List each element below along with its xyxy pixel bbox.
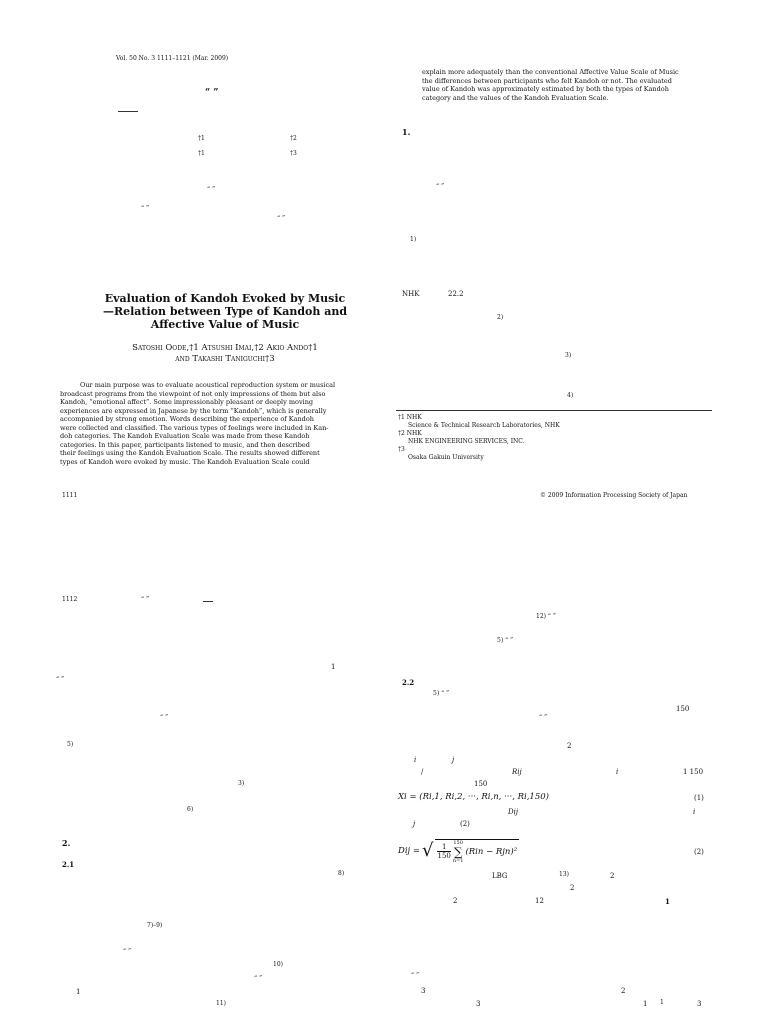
- japanese-quote: “ ”: [160, 714, 169, 721]
- subsection-heading: 2.1: [62, 860, 75, 869]
- affil-mark: †1: [198, 150, 205, 157]
- reference-mark: 7)–9): [147, 922, 163, 929]
- affil-mark: †2: [290, 135, 297, 142]
- abstract-line: experiences are expressed in Japanese by the term “Kandoh”, which is generally: [60, 406, 327, 415]
- japanese-quote: “ ”: [207, 186, 216, 193]
- fraction-numerator: 1: [437, 843, 450, 852]
- footnote-text: Science & Technical Research Laboratories, NHK: [408, 422, 560, 429]
- japanese-quote: “ ”: [254, 975, 263, 982]
- section-heading: 1.: [402, 127, 411, 137]
- abstract-line: doh categories. The Kandoh Evaluation Scale was made from these Kandoh: [60, 432, 310, 440]
- japanese-quote: “ ”: [411, 972, 420, 979]
- variable: i: [693, 808, 696, 816]
- japanese-quote: “ ”: [141, 205, 150, 212]
- numeral: 3: [697, 1000, 702, 1008]
- abstract-line: broadcast programs from the viewpoint of not only impressions of them but also: [60, 389, 326, 398]
- numeral: 1: [331, 663, 336, 671]
- reference-mark: 1): [410, 236, 417, 243]
- numeral: 2: [570, 884, 575, 892]
- footnotes: [398, 414, 708, 462]
- abstract-line: their feelings using the Kandoh Evaluation Scale. The results showed different: [60, 449, 320, 457]
- reference-mark: 4): [567, 392, 574, 399]
- japanese-quote: “ ”: [436, 183, 445, 190]
- title-dash: [118, 111, 138, 112]
- running-title-dash: [203, 601, 213, 602]
- reference-mark: 13): [559, 871, 569, 878]
- variable: j: [413, 820, 416, 828]
- footnote-mark: †2 NHK: [398, 430, 422, 437]
- title-line: Evaluation of Kandoh Evoked by Music: [104, 292, 346, 305]
- abstract: [60, 381, 382, 466]
- numeral: 1: [665, 897, 670, 906]
- sum-upper: 150: [453, 839, 463, 846]
- reference-quote: 5) “ ”: [433, 690, 450, 697]
- japanese-quote: “ ”: [539, 714, 548, 721]
- title-line: Affective Value of Music: [150, 318, 300, 331]
- sqrt-sign: √: [422, 840, 434, 861]
- numeral: 2: [567, 742, 572, 750]
- japanese-quote: “ ”: [123, 948, 132, 955]
- copyright: © 2009 Information Processing Society of Japan: [540, 492, 688, 499]
- journal-header: Vol. 50 No. 3 1111–1121 (Mar. 2009): [116, 55, 229, 62]
- reference-mark: 8): [338, 870, 345, 877]
- equation-1: Xi = (Ri,1, Ri,2, ···, Ri,n, ···, Ri,150): [398, 792, 549, 802]
- numeral: 1: [643, 1000, 648, 1008]
- abstract-line: explain more adequately than the conventional Affective Value Scale of Music: [422, 68, 679, 76]
- numeral: 2: [453, 897, 458, 905]
- reference-quote: 5) “ ”: [497, 637, 514, 644]
- variable: Rij: [512, 768, 522, 776]
- numeral: 2: [610, 872, 615, 880]
- abstract-continued: [422, 68, 712, 102]
- variable: Dij: [508, 808, 519, 816]
- japanese-title-quotes: “ ”: [205, 88, 219, 98]
- abstract-line: accompanied by strong emotion. Words describing the experience of Kandoh: [60, 415, 314, 423]
- section-heading: 2.: [62, 838, 71, 848]
- numeral: 2: [621, 987, 626, 995]
- abstract-line: categories. In this paper, participants listened to music, and then described: [60, 440, 310, 449]
- reference-mark: 3): [565, 352, 572, 359]
- abstract-line: category and the values of the Kandoh Evaluation Scale.: [422, 93, 609, 102]
- numeral: 1: [660, 999, 664, 1006]
- sum-body: (Rin − Rjn)²: [465, 846, 518, 857]
- sum-lower: n=1: [452, 857, 464, 864]
- fraction: [437, 843, 450, 860]
- abstract-line: the differences between participants who felt Kandoh or not. The evaluated: [422, 76, 672, 85]
- abstract-line: Our main purpose was to evaluate acoustical reproduction system or musical: [80, 381, 336, 389]
- page-number: 1112: [62, 596, 78, 603]
- variable: j: [452, 756, 455, 764]
- sum-sign: ∑: [453, 844, 463, 859]
- authors-line: Satoshi Oode,†1 Atsushi Imai,†2 Akio Ando†1: [132, 343, 318, 353]
- reference-mark: 2): [497, 314, 504, 321]
- numeral: 1: [76, 988, 81, 996]
- abstract-line: types of Kandoh were evoked by music. The Kandoh Evaluation Scale could: [60, 457, 310, 466]
- numeral: 3: [421, 987, 426, 995]
- abstract-line: Kandoh, “emotional affect”. Some impressionably pleasant or deeply moving: [60, 398, 314, 406]
- running-title-quotes: “ ”: [141, 596, 150, 603]
- reference-quote: 12) “ ”: [536, 613, 556, 620]
- sqrt-body: [435, 839, 519, 864]
- footnote-rule: [396, 410, 712, 411]
- equation-lhs: Dij =: [398, 846, 420, 856]
- numeral: 12: [535, 897, 544, 905]
- equation-reference: (2): [460, 820, 470, 828]
- reference-mark: 5): [67, 741, 74, 748]
- equation-number: (2): [694, 848, 704, 856]
- reference-mark: 6): [187, 806, 194, 813]
- reference-mark: 3): [238, 780, 245, 787]
- affil-mark: †1: [198, 135, 205, 142]
- japanese-quote: “ ”: [277, 215, 286, 222]
- fraction-denominator: 150: [437, 852, 451, 860]
- variable: i: [616, 768, 619, 776]
- subsection-heading: 2.2: [402, 678, 415, 687]
- slash: /: [421, 768, 424, 776]
- reference-mark: 10): [273, 961, 283, 968]
- numeral: 150: [474, 780, 488, 788]
- abstract-line: value of Kandoh was approximately estimated by both the types of Kandoh: [422, 85, 669, 93]
- authors-line: and Takashi Taniguchi†3: [175, 354, 275, 364]
- numeral: 150: [676, 705, 690, 713]
- footnote-mark: †1 NHK: [398, 414, 422, 421]
- equation-2: [398, 836, 519, 866]
- equation-number: (1): [694, 794, 704, 802]
- numeral: 3: [476, 1000, 481, 1008]
- affil-mark: †3: [290, 150, 297, 157]
- page-number: 1111: [62, 492, 78, 499]
- nhk-text: NHK: [402, 290, 420, 298]
- footnote-mark: †3: [398, 446, 405, 453]
- range: 1 150: [683, 768, 704, 776]
- footnote-text: NHK ENGINEERING SERVICES, INC.: [408, 438, 525, 445]
- lbg-text: LBG: [492, 872, 508, 880]
- abstract-line: were collected and classified. The various types of feelings were included in Kan-: [60, 423, 329, 432]
- title-line: —Relation between Type of Kandoh and: [102, 305, 348, 318]
- japanese-quote: “ ”: [56, 676, 65, 683]
- variable: i: [414, 756, 417, 764]
- authors: [60, 343, 390, 365]
- english-title: [60, 292, 390, 331]
- channel-number: 22.2: [448, 290, 464, 298]
- footnote-text: Osaka Gakuin University: [408, 454, 484, 461]
- summation: [453, 840, 464, 864]
- reference-mark: 11): [216, 1000, 226, 1007]
